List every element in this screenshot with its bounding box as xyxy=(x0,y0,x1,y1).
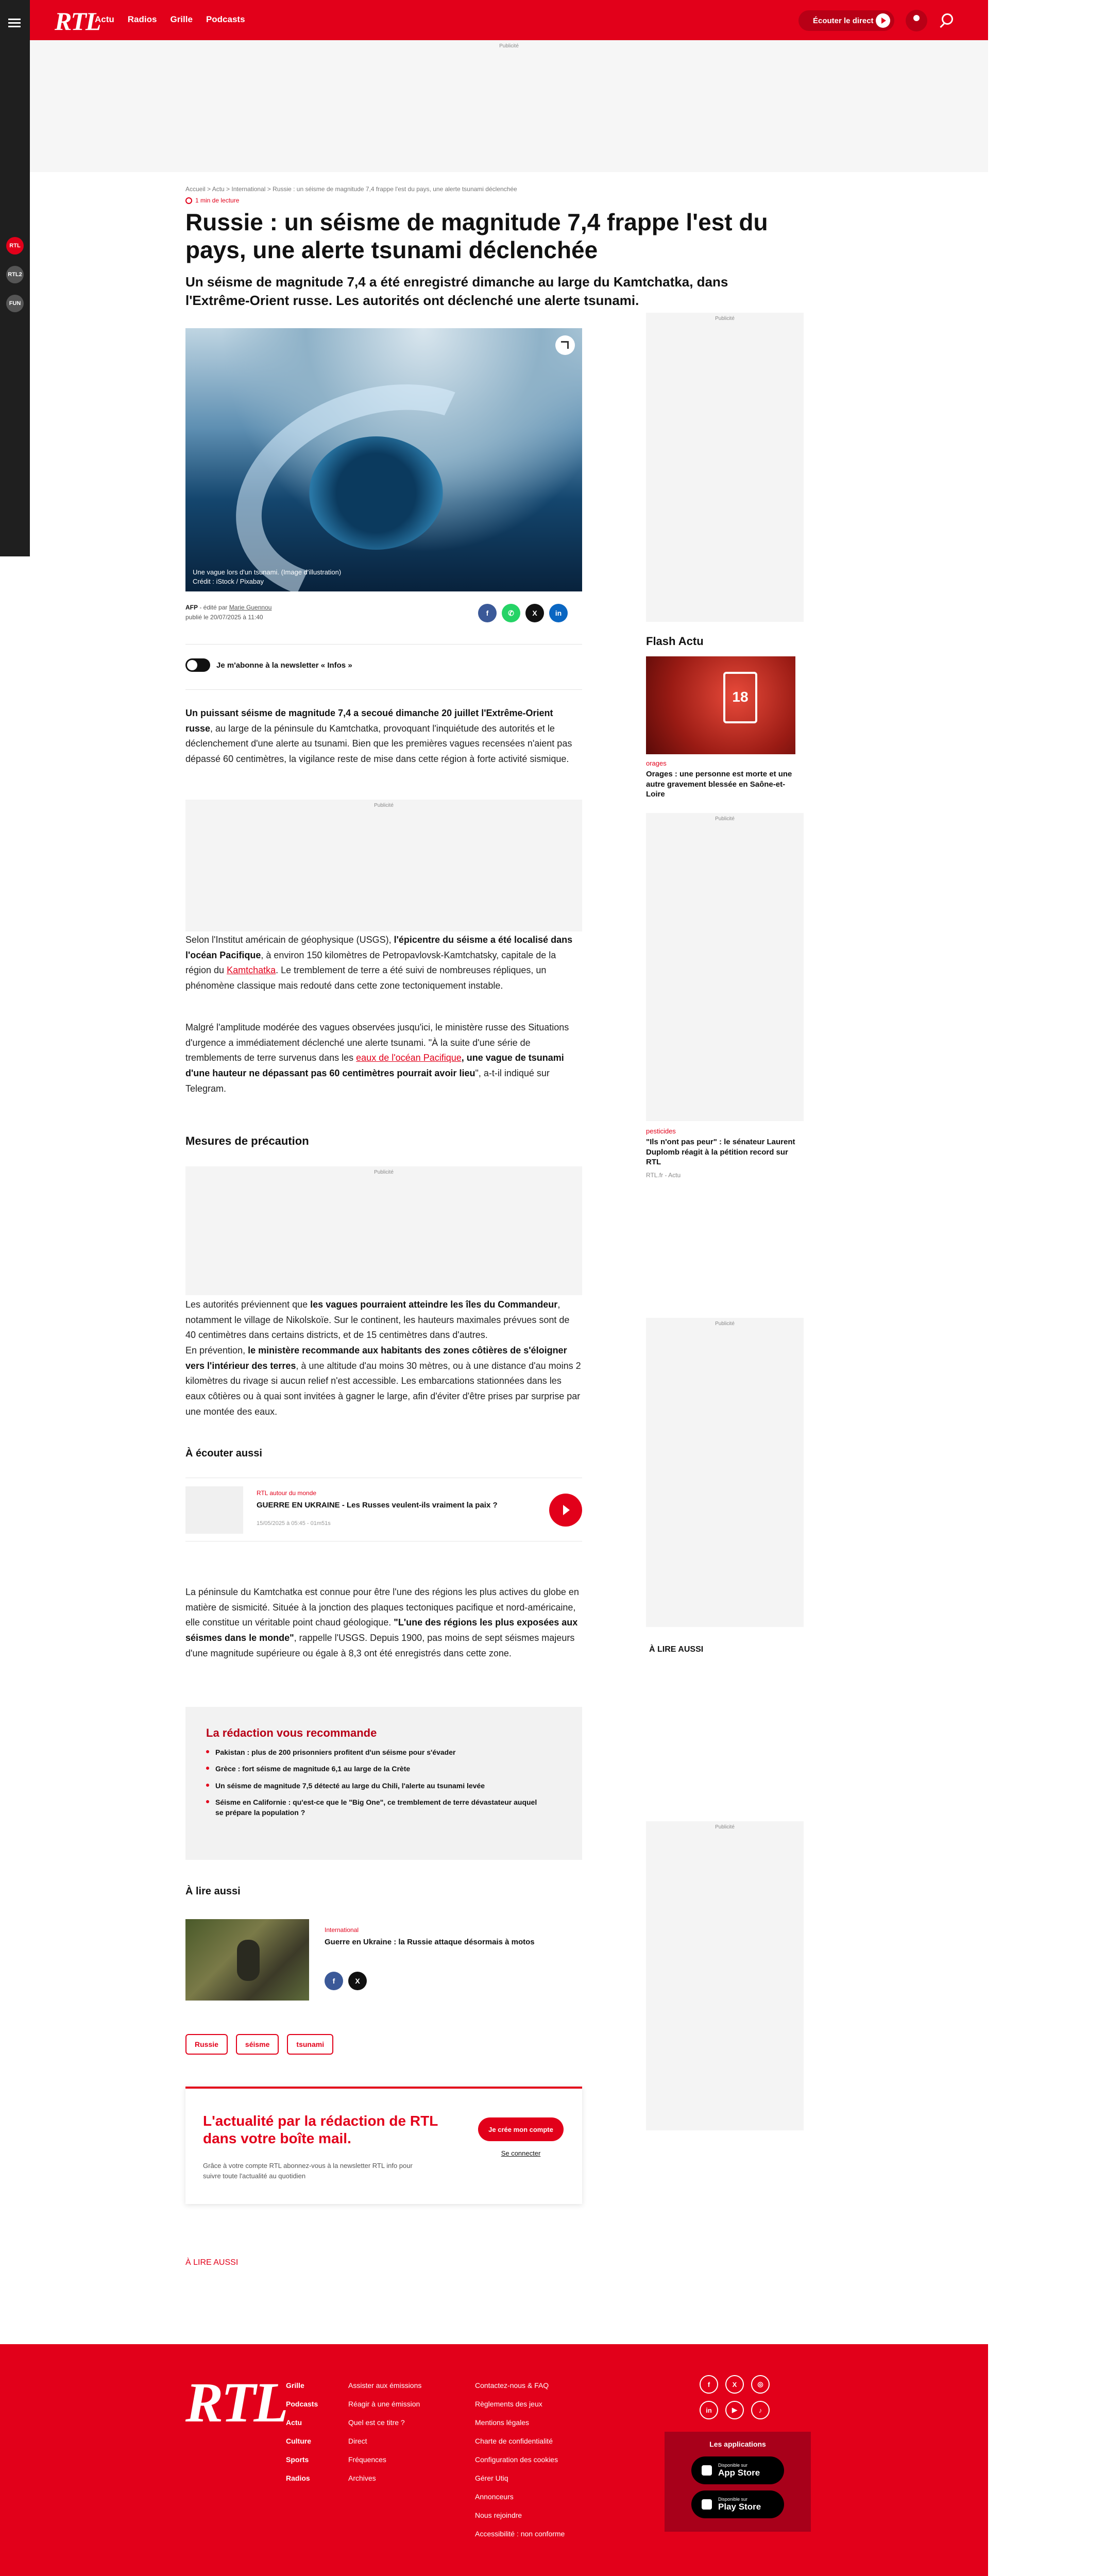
breadcrumb[interactable]: Accueil > Actu > International > Russie : un séisme de magnitude 7,4 frappe l'est du pays, une alerte tsunami déclenchée xyxy=(185,185,517,193)
footer-link[interactable]: Culture xyxy=(286,2437,311,2445)
reco-item[interactable]: Grèce : fort séisme de magnitude 6,1 au large de la Crète xyxy=(206,1764,546,1774)
newsletter-title: L'actualité par la rédaction de RTL dans votre boîte mail. xyxy=(203,2113,438,2146)
social-links xyxy=(700,2375,770,2419)
linkedin-share-icon[interactable]: in xyxy=(549,604,568,622)
side-ad: Publicité xyxy=(646,813,804,1121)
footer-link[interactable]: Assister aux émissions xyxy=(348,2381,422,2389)
reco-item[interactable]: Pakistan : plus de 200 prisonniers profitent d'un séisme pour s'évader xyxy=(206,1747,546,1757)
nav-actu[interactable]: Actu xyxy=(95,14,114,24)
top-navigation-bar xyxy=(30,0,988,40)
read-time-label: 1 min de lecture xyxy=(195,197,240,204)
byline-edit: - édité par xyxy=(198,604,229,611)
facebook-share-icon[interactable]: f xyxy=(478,604,497,622)
read-time xyxy=(185,197,239,204)
related-article-title[interactable]: Guerre en Ukraine : la Russie attaque désormais à motos xyxy=(325,1938,535,1946)
footer-link[interactable]: Grille xyxy=(286,2381,304,2389)
footer-link[interactable]: Radios xyxy=(286,2474,310,2482)
footer-link[interactable]: Réagir à une émission xyxy=(348,2400,420,2408)
play-icon xyxy=(876,13,890,28)
footer-link[interactable]: Charte de confidentialité xyxy=(475,2437,553,2445)
pacific-link[interactable]: eaux de l'océan Pacifique xyxy=(356,1053,462,1063)
wave-shape xyxy=(309,436,443,550)
flash-image-sign: 18 xyxy=(723,672,757,723)
podcast-thumbnail xyxy=(185,1486,243,1534)
sidebar-rtl-logo[interactable]: RTL xyxy=(6,237,24,255)
sidebar-fun-logo[interactable]: FUN xyxy=(6,295,24,312)
section-heading: Mesures de précaution xyxy=(185,1134,309,1147)
footer-rtl-logo[interactable]: RTL xyxy=(185,2371,286,2434)
byline xyxy=(185,603,271,622)
side-article-category: pesticides xyxy=(646,1127,676,1135)
inline-ad: Publicité xyxy=(185,1166,582,1295)
nav-podcasts[interactable]: Podcasts xyxy=(206,14,245,24)
publish-date: publié le 20/07/2025 à 11:40 xyxy=(185,614,263,621)
footer-link[interactable]: Actu xyxy=(286,2418,302,2427)
linkedin-icon[interactable]: in xyxy=(700,2401,718,2419)
search-icon[interactable] xyxy=(937,11,956,31)
footer-link[interactable]: Podcasts xyxy=(286,2400,318,2408)
app-store-button[interactable]: Disponible sur App Store xyxy=(691,2456,784,2484)
inline-ad: Publicité xyxy=(185,800,582,931)
newsletter-toggle[interactable] xyxy=(185,658,210,672)
instagram-icon[interactable]: ◎ xyxy=(751,2375,770,2394)
article-lead: Un séisme de magnitude 7,4 a été enregistré dimanche au large du Kamtchatka, dans l'Extrême-Orient russe. Les autorités ont déclenché une alerte tsunami. xyxy=(185,274,728,308)
article-title: Russie : un séisme de magnitude 7,4 frappe l'est du pays, une alerte tsunami déclenchée xyxy=(185,209,768,264)
footer-link[interactable]: Accessibilité : non conforme xyxy=(475,2530,565,2538)
flash-news xyxy=(646,635,804,800)
login-link[interactable]: Se connecter xyxy=(501,2149,541,2157)
podcast-meta: 15/05/2025 à 05:45 - 01m51s xyxy=(257,1520,331,1527)
footer xyxy=(0,2344,988,2576)
tag[interactable]: séisme xyxy=(236,2034,279,2055)
newsletter-description: Grâce à votre compte RTL abonnez-vous à la newsletter RTL info pour suivre toute l'actualité au quotidien xyxy=(203,2162,413,2180)
youtube-icon[interactable]: ▶ xyxy=(725,2401,744,2419)
apple-icon xyxy=(702,2465,712,2476)
reco-item[interactable]: Un séisme de magnitude 7,5 détecté au large du Chili, l'alerte au tsunami levée xyxy=(206,1781,546,1791)
kamtchatka-link[interactable]: Kamtchatka xyxy=(227,965,276,976)
tag[interactable]: Russie xyxy=(185,2034,228,2055)
facebook-share-icon[interactable]: f xyxy=(325,1972,343,1990)
side-read-also[interactable]: À LIRE AUSSI xyxy=(649,1645,704,1654)
footer-link[interactable]: Fréquences xyxy=(348,2455,386,2464)
flash-category: orages xyxy=(646,759,667,767)
sidebar-rtl2-logo[interactable]: RTL2 xyxy=(6,266,24,283)
read-also-heading: À lire aussi xyxy=(185,1886,241,1897)
read-also-link[interactable]: À LIRE AUSSI xyxy=(185,2258,239,2267)
footer-link[interactable]: Quel est ce titre ? xyxy=(348,2418,405,2427)
related-article-category: International xyxy=(325,1926,359,1934)
x-share-icon[interactable]: X xyxy=(348,1972,367,1990)
listen-live-button[interactable] xyxy=(798,10,894,31)
side-article-title[interactable]: "Ils n'ont pas peur" : le sénateur Laurent Duplomb réagit à la pétition record sur RTL xyxy=(646,1138,795,1166)
footer-link[interactable]: Archives xyxy=(348,2474,376,2482)
podcast-card[interactable] xyxy=(185,1478,582,1541)
footer-link[interactable]: Règlements des jeux xyxy=(475,2400,542,2408)
related-share xyxy=(325,1972,367,1990)
menu-icon[interactable] xyxy=(8,16,21,29)
play-store-button[interactable]: Disponible sur Play Store xyxy=(691,2490,784,2518)
footer-col-services xyxy=(348,2376,421,2487)
top-ad-banner xyxy=(30,40,988,172)
podcast-title[interactable]: GUERRE EN UKRAINE - Les Russes veulent-ils vraiment la paix ? xyxy=(257,1501,498,1510)
tiktok-icon[interactable]: ♪ xyxy=(751,2401,770,2419)
tag-list xyxy=(185,2034,333,2055)
apps-box xyxy=(665,2432,811,2532)
related-article-image[interactable] xyxy=(185,1919,309,2001)
side-ad: Publicité xyxy=(646,313,804,622)
side-ad: Publicité xyxy=(646,1821,804,2130)
newsletter-signup-box xyxy=(185,2087,582,2204)
flash-image[interactable] xyxy=(646,656,795,754)
footer-link[interactable]: Contactez-nous & FAQ xyxy=(475,2381,549,2389)
caption-credit: Crédit : iStock / Pixabay xyxy=(193,577,264,585)
paragraph-4: Les autorités préviennent que les vagues pourraient atteindre les îles du Commandeur, notamment le village de Nikolskoïe. Sur le continent, les hauteurs maximales prévues sont de 40 centimètres dans certains districts, et de 15 centimètres dans d'autres. En prévention, le ministère recommande aux habitants des zones côtières de s'éloigner vers l'intérieur des terres, à une altitude d'au moins 30 mètres, ou à une distance d'au moins 2 kilomètres du rivage si aucun relief n'est accessible. Les embarcations stationnées dans les eaux côtières ou à quai sont invitées à gagner le large, afin d'éviter d'être prises par surprise par une montée des eaux. xyxy=(185,1299,581,1417)
hero-image[interactable] xyxy=(185,328,582,591)
user-account-icon[interactable] xyxy=(906,10,927,31)
footer-link[interactable]: Direct xyxy=(348,2437,367,2445)
share-buttons xyxy=(478,604,568,622)
divider xyxy=(185,689,582,690)
footer-link[interactable]: Sports xyxy=(286,2455,309,2464)
reco-item[interactable]: Séisme en Californie : qu'est-ce que le "Big One", ce tremblement de terre dévastateur auquel se prépare la population ? xyxy=(206,1797,546,1818)
side-ad: Publicité xyxy=(646,1318,804,1627)
newsletter-toggle-row[interactable] xyxy=(185,658,352,672)
main-nav xyxy=(95,14,245,25)
nav-grille[interactable]: Grille xyxy=(170,14,193,24)
divider xyxy=(185,644,582,645)
listen-live-label: Écouter le direct xyxy=(813,16,874,25)
ad-label: Publicité xyxy=(499,43,519,49)
recommendation-box xyxy=(185,1707,582,1860)
google-play-icon xyxy=(702,2499,712,2510)
flash-title: Flash Actu xyxy=(646,635,704,648)
tag[interactable]: tsunami xyxy=(287,2034,333,2055)
byline-source: AFP xyxy=(185,604,198,611)
footer-link[interactable]: Gérer Utiq xyxy=(475,2474,508,2482)
nav-radios[interactable]: Radios xyxy=(127,14,157,24)
paragraph-1: Un puissant séisme de magnitude 7,4 a secoué dimanche 20 juillet l'Extrême-Orient russe, au large de la péninsule du Kamtchatka, provoquant l'inquiétude des autorités et le déclenchement d'une alerte au tsunami. Bien que les premières vagues recensées n'aient pas dépassé 60 centimètres, la vigilance reste de mise dans cette région à forte activité sismique. xyxy=(185,708,572,765)
reco-title: La rédaction vous recommande xyxy=(206,1726,377,1739)
footer-col-legal xyxy=(475,2376,565,2543)
footer-link[interactable]: Nous rejoindre xyxy=(475,2511,522,2519)
caption-text: Une vague lors d'un tsunami. (Image d'illustration) xyxy=(193,568,342,576)
x-icon[interactable]: X xyxy=(725,2375,744,2394)
x-share-icon[interactable]: X xyxy=(525,604,544,622)
side-article[interactable] xyxy=(646,1127,804,1179)
paragraph-2: Selon l'Institut américain de géophysique (USGS), l'épicentre du séisme a été localisé dans l'océan Pacifique, à environ 150 kilomètres de Petropavlovsk-Kamtchatsky, capitale de la région du Kamtchatka. Le tremblement de terre a été suivi de nombreuses répliques, un phénomène classique mais redouté dans cette zone tectoniquement instable. xyxy=(185,935,573,991)
whatsapp-share-icon[interactable]: ✆ xyxy=(502,604,520,622)
rtl-logo[interactable]: RTL xyxy=(55,7,100,36)
podcast-category: RTL autour du monde xyxy=(257,1489,317,1497)
paragraph-3: Malgré l'amplitude modérée des vagues observées jusqu'ici, le ministère russe des Situations d'urgence a immédiatement déclenché une alerte tsunami. "À la suite d'une série de tremblements de terre survenus dans les eaux de l'océan Pacifique, une vague de tsunami d'une hauteur ne dépassant pas 60 centimètres pourrait avoir lieu", a-t-il indiqué sur Telegram. xyxy=(185,1022,569,1094)
expand-icon[interactable] xyxy=(555,335,575,355)
left-sidebar xyxy=(0,0,30,556)
create-account-button[interactable]: Je crée mon compte xyxy=(478,2117,564,2141)
footer-link[interactable]: Annonceurs xyxy=(475,2493,514,2501)
flash-headline[interactable]: Orages : une personne est morte et une autre gravement blessée en Saône-et-Loire xyxy=(646,770,792,799)
footer-col-sections xyxy=(286,2376,318,2487)
paragraph-6: La péninsule du Kamtchatka est connue pour être l'une des régions les plus actives du globe en matière de sismicité. Située à la jonction des plaques tectoniques pacifique et nord-américaine, elle constitue un véritable point chaud géologique. "L'une des régions les plus exposées aux séismes dans le monde", rappelle l'USGS. Depuis 1900, pas moins de sept séismes majeurs d'une magnitude supérieure ou égale à 8,3 ont été enregistrés dans cette zone. xyxy=(185,1587,579,1658)
side-article-meta: RTL.fr - Actu xyxy=(646,1171,681,1179)
footer-link[interactable]: Mentions légales xyxy=(475,2418,530,2427)
image-caption xyxy=(193,568,341,586)
byline-editor[interactable]: Marie Guennou xyxy=(229,604,272,611)
podcast-play-button[interactable] xyxy=(549,1494,582,1527)
apps-title: Les applications xyxy=(709,2440,766,2448)
clock-icon xyxy=(185,197,192,204)
listen-heading: À écouter aussi xyxy=(185,1448,262,1459)
footer-link[interactable]: Configuration des cookies xyxy=(475,2455,558,2464)
newsletter-toggle-label: Je m'abonne à la newsletter « Infos » xyxy=(216,660,352,670)
facebook-icon[interactable]: f xyxy=(700,2375,718,2394)
